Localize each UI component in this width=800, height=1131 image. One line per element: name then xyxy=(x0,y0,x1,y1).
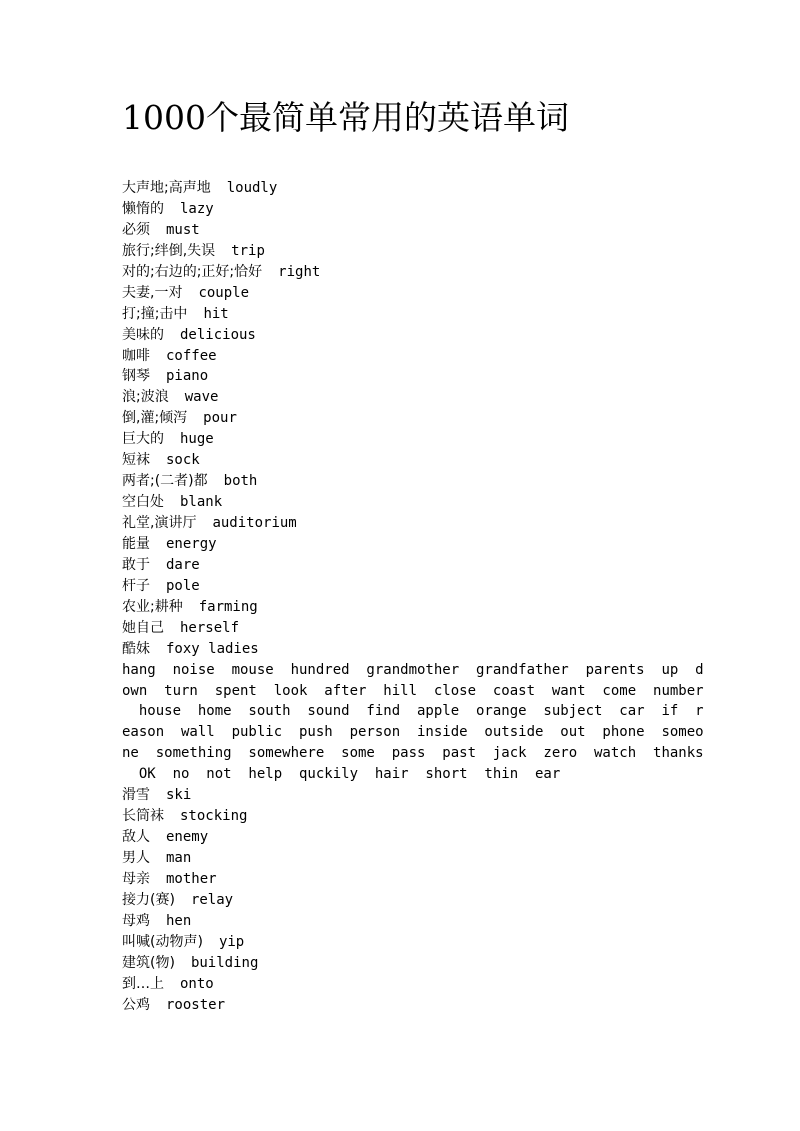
english-word: enemy xyxy=(166,829,209,846)
english-word: right xyxy=(278,263,321,280)
english-word: delicious xyxy=(180,326,256,343)
english-word: farming xyxy=(198,598,258,615)
english-word: onto xyxy=(180,975,214,992)
vocab-entry xyxy=(122,869,682,890)
chinese-meaning: 两者;(二者)都 xyxy=(122,473,208,490)
english-word: sock xyxy=(166,452,200,469)
chinese-meaning: 对的;右边的;正好;恰好 xyxy=(122,263,263,280)
chinese-meaning: 酷妹 xyxy=(122,640,150,657)
english-word: couple xyxy=(198,284,250,301)
chinese-meaning: 能量 xyxy=(122,535,150,552)
vocab-entry xyxy=(122,974,682,995)
vocab-entry xyxy=(122,555,682,576)
word-paragraph-line: house home south sound find apple orange subject car if r xyxy=(122,703,704,720)
english-word: herself xyxy=(180,619,240,636)
vocab-entry xyxy=(122,597,682,618)
vocab-entry xyxy=(122,471,682,492)
english-word: wave xyxy=(184,389,219,406)
english-word: mother xyxy=(166,870,217,887)
english-word: ski xyxy=(166,787,192,804)
vocab-entry xyxy=(122,911,682,932)
chinese-meaning: 她自己 xyxy=(122,619,164,636)
vocab-entry xyxy=(122,283,682,304)
word-paragraph-line: own turn spent look after hill close coast want come number xyxy=(122,682,704,699)
chinese-meaning: 夫妻,一对 xyxy=(122,284,183,301)
chinese-meaning: 美味的 xyxy=(122,326,164,343)
chinese-meaning: 到…上 xyxy=(122,975,164,992)
vocab-entry xyxy=(122,639,682,660)
chinese-meaning: 打;撞;击中 xyxy=(122,305,188,322)
vocab-entry xyxy=(122,241,682,262)
english-word: must xyxy=(166,221,200,238)
chinese-meaning: 公鸡 xyxy=(122,996,150,1013)
english-word: hit xyxy=(203,305,229,322)
chinese-meaning: 巨大的 xyxy=(122,431,164,448)
english-word: man xyxy=(166,850,192,866)
english-word: pole xyxy=(166,577,200,594)
vocab-entry xyxy=(122,848,682,869)
chinese-meaning: 叫喊(动物声) xyxy=(122,933,203,950)
vocab-entry xyxy=(122,618,682,639)
word-paragraph-line: eason wall public push person inside outside out phone someo xyxy=(122,724,704,741)
word-paragraph-line: ne something somewhere some pass past jack zero watch thanks xyxy=(122,745,704,762)
english-word: trip xyxy=(231,242,265,259)
english-word: hen xyxy=(166,912,192,929)
vocabulary-list xyxy=(122,178,704,1016)
vocab-entry xyxy=(122,995,682,1016)
chinese-meaning: 浪;波浪 xyxy=(122,389,169,406)
english-word: loudly xyxy=(226,180,278,196)
english-word: relay xyxy=(190,891,234,908)
english-word: dare xyxy=(166,556,200,573)
vocab-entry xyxy=(122,199,682,220)
chinese-meaning: 礼堂,演讲厅 xyxy=(122,515,197,531)
english-word: coffee xyxy=(166,347,217,364)
chinese-meaning: 母亲 xyxy=(122,870,150,887)
vocab-entry xyxy=(122,387,682,408)
vocab-entry xyxy=(122,304,682,325)
chinese-meaning: 滑雪 xyxy=(122,787,150,804)
english-word: piano xyxy=(166,368,209,385)
chinese-meaning: 接力(赛) xyxy=(122,891,175,908)
vocab-entry xyxy=(122,262,682,283)
english-word: foxy ladies xyxy=(166,640,259,657)
english-word: lazy xyxy=(180,200,214,217)
chinese-meaning: 男人 xyxy=(122,850,150,866)
english-word: stocking xyxy=(180,808,248,825)
english-word: yip xyxy=(218,933,245,950)
vocab-entry xyxy=(122,346,682,367)
chinese-meaning: 钢琴 xyxy=(122,368,150,385)
page-title: 1000个最简单常用的英语单词 xyxy=(122,98,569,137)
chinese-meaning: 空白处 xyxy=(122,494,164,511)
vocab-entry xyxy=(122,513,682,534)
chinese-meaning: 必须 xyxy=(122,221,150,238)
word-paragraph-line: OK no not help quckily hair short thin ear xyxy=(122,766,561,783)
vocab-entry xyxy=(122,325,682,346)
vocab-entry xyxy=(122,827,682,848)
vocab-entry xyxy=(122,450,682,471)
english-word: rooster xyxy=(166,996,226,1013)
vocab-entry xyxy=(122,953,682,974)
vocab-entry xyxy=(122,785,682,806)
chinese-meaning: 长筒袜 xyxy=(122,808,164,825)
vocab-entry xyxy=(122,932,682,953)
chinese-meaning: 倒,灌;倾泻 xyxy=(122,410,188,427)
vocab-entry xyxy=(122,534,682,555)
chinese-meaning: 母鸡 xyxy=(122,912,150,929)
chinese-meaning: 旅行;绊倒,失误 xyxy=(122,242,216,259)
english-word: huge xyxy=(180,431,214,448)
english-word: auditorium xyxy=(212,515,297,531)
vocab-entry xyxy=(122,492,682,513)
chinese-meaning: 大声地;高声地 xyxy=(122,180,211,196)
chinese-meaning: 懒惰的 xyxy=(122,200,164,217)
vocab-entry xyxy=(122,220,682,241)
chinese-meaning: 敌人 xyxy=(122,829,150,846)
english-word: pour xyxy=(203,410,237,427)
english-word: blank xyxy=(180,494,223,511)
vocab-entry xyxy=(122,178,682,199)
vocab-entry xyxy=(122,576,682,597)
english-word: building xyxy=(190,954,259,971)
vocab-entry xyxy=(122,890,682,911)
vocab-entry xyxy=(122,366,682,387)
chinese-meaning: 杆子 xyxy=(122,577,150,594)
chinese-meaning: 短袜 xyxy=(122,452,150,469)
vocab-entry xyxy=(122,806,682,827)
vocab-entry xyxy=(122,429,682,450)
english-word: energy xyxy=(166,535,217,552)
chinese-meaning: 建筑(物) xyxy=(122,954,175,971)
chinese-meaning: 咖啡 xyxy=(122,347,150,364)
english-word: both xyxy=(223,473,258,490)
chinese-meaning: 敢于 xyxy=(122,556,150,573)
vocab-entry xyxy=(122,408,682,429)
chinese-meaning: 农业;耕种 xyxy=(122,598,183,615)
word-paragraph-line: hang noise mouse hundred grandmother grandfather parents up d xyxy=(122,661,704,678)
